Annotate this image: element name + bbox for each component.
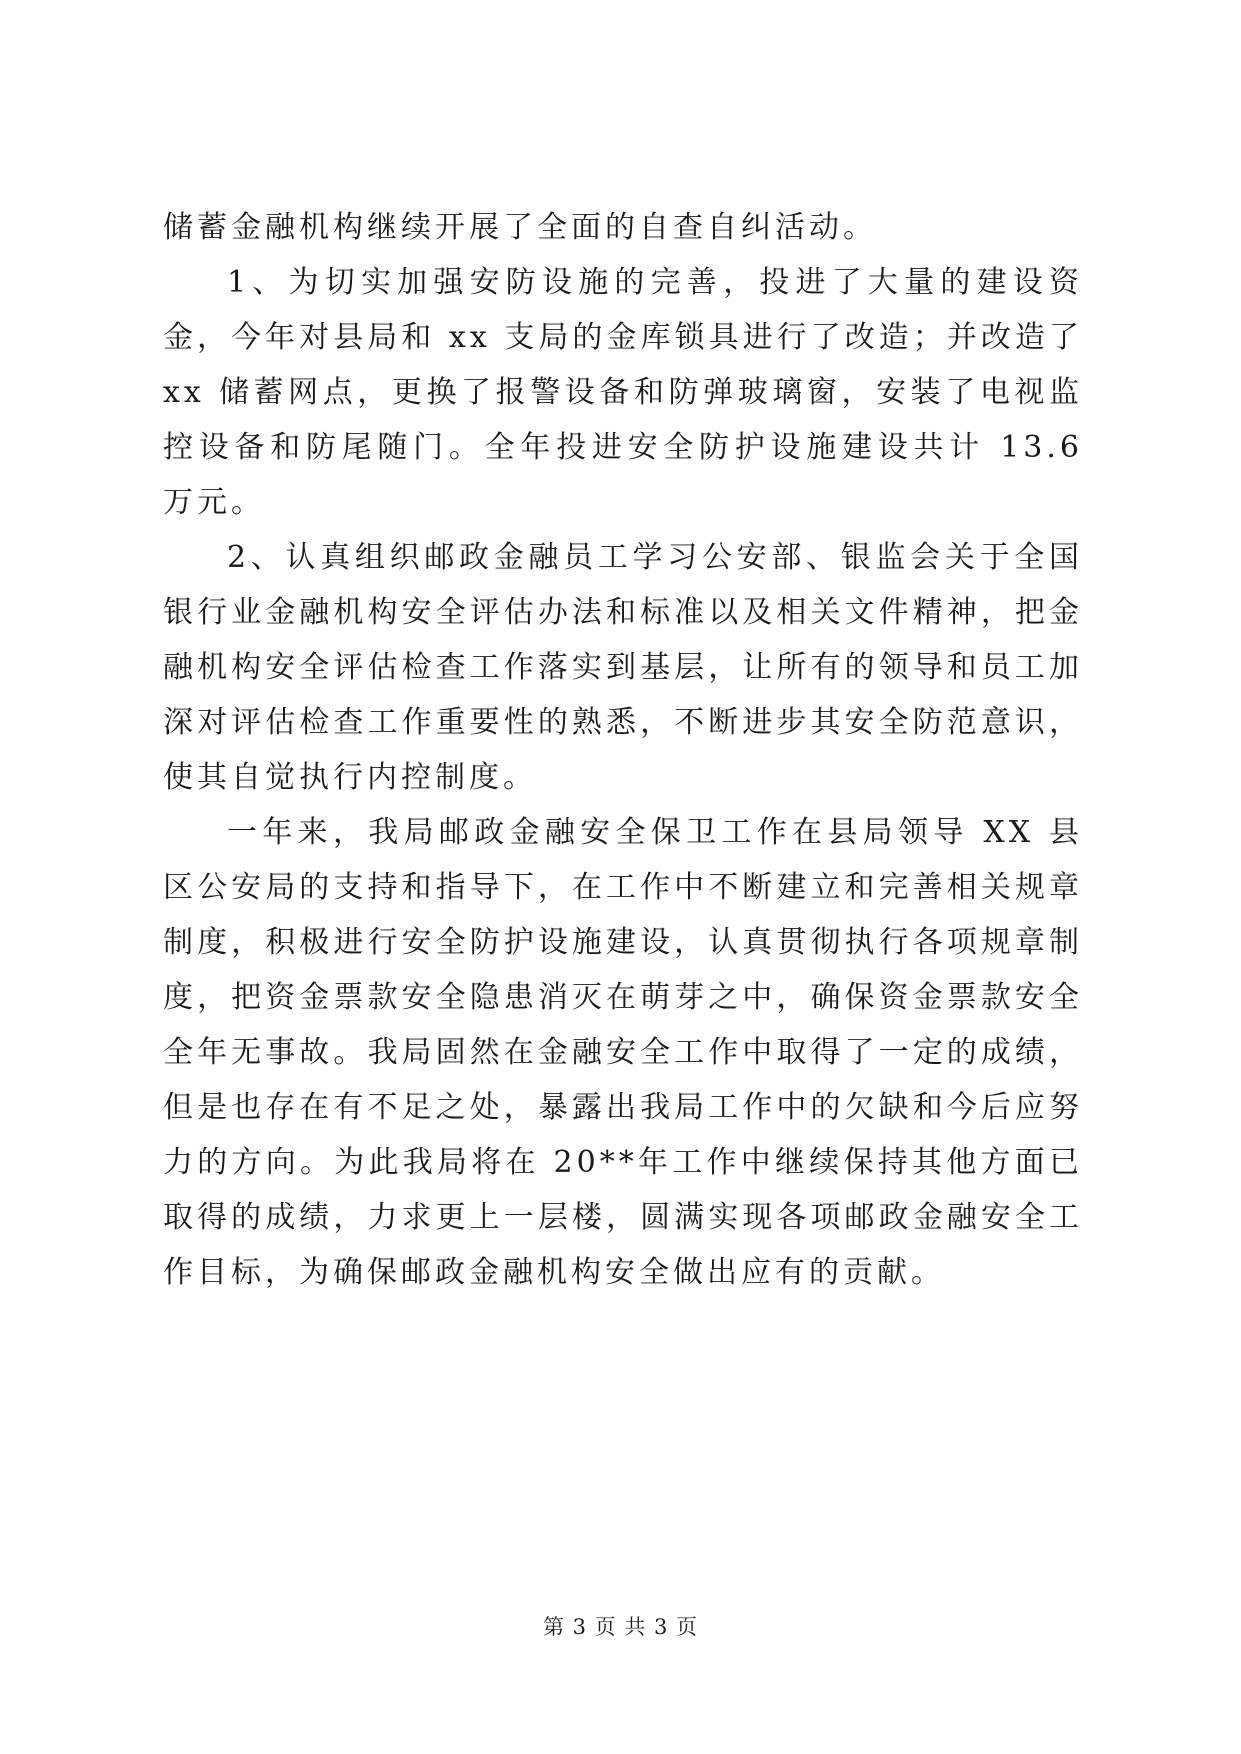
paragraph-item-2: 2、认真组织邮政金融员工学习公安部、银监会关于全国银行业金融机构安全评估办法和标准以及相关文件精神，把金融机构安全评估检查工作落实到基层，让所有的领导和员工加深对评估检查工作重要性的熟悉，不断进步其安全防范意识，使其自觉执行内控制度。 [163,540,1083,795]
paragraph-item-1: 1、为切实加强安防设施的完善，投进了大量的建设资金，今年对县局和 xx 支局的金库锁具进行了改造；并改造了 xx 储蓄网点，更换了报警设备和防弹玻璃窗，安装了电视监控设备和防尾随门。全年投进安全防护设施建设共计 13.6 万元。 [163,265,1083,520]
paragraph-summary: 一年来，我局邮政金融安全保卫工作在县局领导 XX 县区公安局的支持和指导下，在工作中不断建立和完善相关规章制度，积极进行安全防护设施建设，认真贯彻执行各项规章制度，把资金票款安全隐患消灭在萌芽之中，确保资金票款安全全年无事故。我局固然在金融安全工作中取得了一定的成绩，但是也存在有不足之处，暴露出我局工作中的欠缺和今后应努力的方向。为此我局将在 20**年工作中继续保持其他方面已取得的成绩，力求更上一层楼，圆满实现各项邮政金融安全工作目标，为确保邮政金融机构安全做出应有的贡献。 [163,815,1083,1290]
page-number-label: 第 3 页 共 3 页 [542,1615,699,1639]
document-body [163,200,1083,1300]
paragraph-continuation: 储蓄金融机构继续开展了全面的自查自纠活动。 [163,210,877,245]
page-footer [0,1612,1241,1642]
